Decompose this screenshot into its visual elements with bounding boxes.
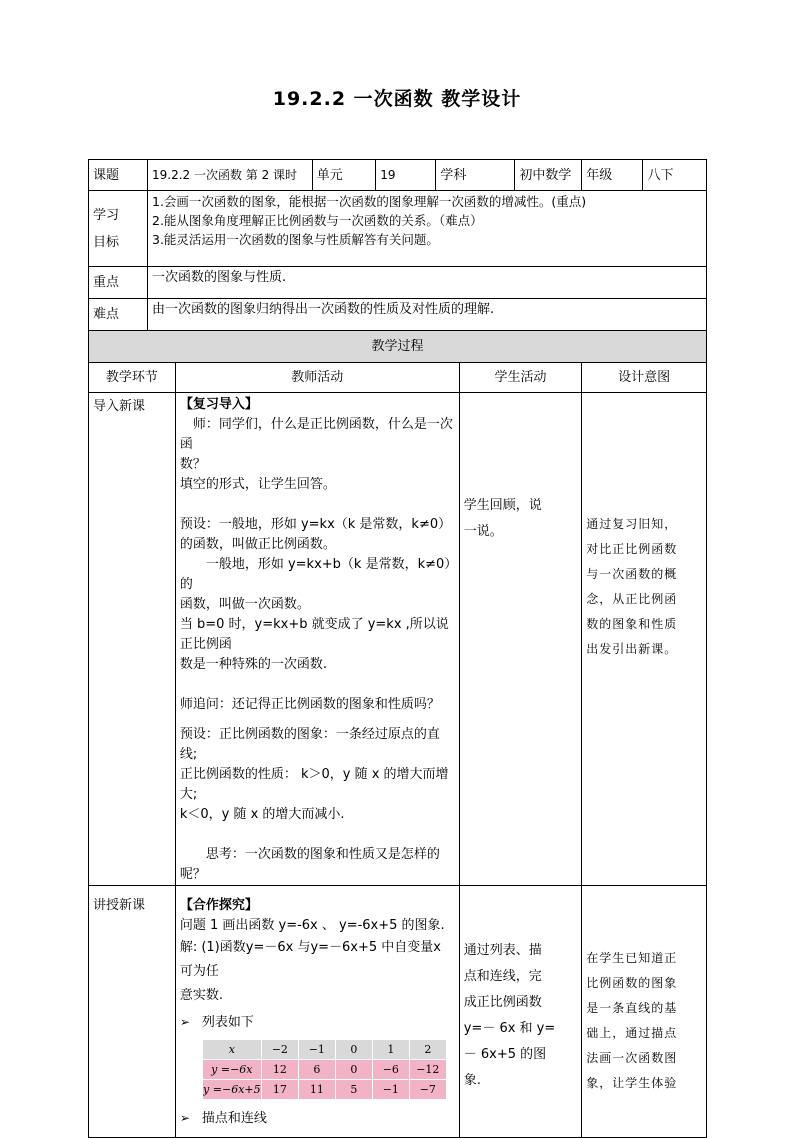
lesson-plan-table [88, 159, 707, 1138]
intro-line: 师追问：还记得正比例函数的图象和性质吗？ [179, 697, 440, 712]
difficulty-label: 难点 [89, 299, 148, 331]
design-line: 法画一次函数图 [586, 1051, 678, 1065]
grade-value: 八下 [643, 160, 707, 191]
value-table-cell: y =−6x [202, 1060, 261, 1080]
goals-label-line2: 目标 [93, 234, 120, 250]
intro-heading: 【复习导入】 [179, 397, 258, 412]
value-table-cell: 0 [335, 1060, 372, 1080]
header-stage: 教学环节 [89, 363, 176, 393]
arrow-bullet-icon: ➢ [179, 1111, 190, 1125]
student-line: 学生回顾，说 [463, 498, 542, 513]
student-line: 成正比例函数 [463, 995, 542, 1010]
value-table-cell: 11 [298, 1080, 335, 1100]
value-table-cell: 5 [335, 1080, 372, 1100]
value-table-header-cell: −1 [298, 1040, 335, 1060]
difficulty-value: 由一次函数的图象归纳得出一次函数的性质及对性质的理解. [148, 299, 707, 331]
student-activity-new [459, 886, 581, 1138]
header-design: 设计意图 [582, 363, 707, 393]
new-line: 解: (1)函数y=－6x 与y=－6x+5 中自变量x 可为任 [179, 940, 441, 979]
stage-intro: 导入新课 [89, 393, 176, 886]
arrow-bullet-icon: ➢ [179, 1015, 190, 1029]
design-line: 是一条直线的基 [586, 1001, 678, 1015]
value-table-header-cell: 1 [372, 1040, 409, 1060]
unit-value: 19 [376, 160, 436, 191]
bullet-item-plot [180, 1108, 455, 1129]
student-line: 点和连线，完 [463, 969, 542, 984]
value-table-cell: y =−6x+5 [202, 1080, 261, 1100]
document-title: 19.2.2 一次函数 教学设计 [272, 88, 522, 110]
header-teacher: 教师活动 [175, 363, 459, 393]
value-table-cell: −12 [409, 1060, 446, 1080]
goal-item: 2.能从图象角度理解正比例函数与一次函数的关系。（难点） [152, 213, 483, 228]
value-table-cell: 17 [261, 1080, 298, 1100]
unit-label: 单元 [312, 160, 375, 191]
value-table-cell: −7 [409, 1080, 446, 1100]
bullet-label: 列表如下 [201, 1015, 254, 1030]
student-activity-intro [459, 393, 581, 886]
goal-item: 1.会画一次函数的图象，能根据一次函数的图象理解一次函数的增减性。(重点) [152, 194, 587, 209]
subject-value: 初中数学 [515, 160, 582, 191]
intro-line: 大; [179, 787, 198, 802]
goals-label-line1: 学习 [93, 207, 120, 223]
new-heading: 【合作探究】 [179, 898, 258, 913]
design-line: 对比正比例函数 [586, 542, 678, 556]
intro-line [180, 675, 455, 695]
design-intent-intro [582, 393, 707, 886]
intro-line: 师：同学们，什么是正比例函数，什么是一次函 [179, 417, 453, 452]
intro-line: 预设：正比例函数的图象：一条经过原点的直线; [179, 727, 440, 762]
intro-line: 预设：一般地，形如 y=kx（k 是常数，k≠0） [179, 517, 452, 532]
bullet-item-table [180, 1012, 455, 1033]
value-table-cell: 12 [261, 1060, 298, 1080]
goal-item: 3.能灵活运用一次函数的图象与性质解答有关问题。 [152, 232, 439, 247]
value-table [202, 1039, 447, 1100]
design-line: 数的图象和性质 [586, 617, 678, 631]
student-line: 象. [463, 1073, 481, 1088]
stage-new-lesson: 讲授新课 [89, 886, 176, 1138]
intro-line: 数？ [179, 457, 206, 472]
value-table-header-cell: 2 [409, 1040, 446, 1060]
value-table-cell: −1 [372, 1080, 409, 1100]
bullet-label: 描点和连线 [201, 1111, 267, 1126]
design-line: 在学生已知道正 [586, 951, 678, 965]
goals-content [148, 191, 707, 267]
intro-line: 思考：一次函数的图象和性质又是怎样的呢？ [179, 847, 440, 882]
teacher-activity-new [175, 886, 459, 1138]
intro-line [180, 495, 455, 515]
design-line: 比例函数的图象 [586, 976, 678, 990]
topic-label: 课题 [89, 160, 148, 191]
design-intent-new [582, 886, 707, 1138]
intro-line: 数是一种特殊的一次函数. [179, 657, 327, 672]
intro-line: k＜0，y 随 x 的增大而减小. [179, 807, 345, 822]
key-point-label: 重点 [89, 267, 148, 299]
value-table-cell: −6 [372, 1060, 409, 1080]
teacher-activity-intro [175, 393, 459, 886]
value-table-cell: 6 [298, 1060, 335, 1080]
grade-label: 年级 [582, 160, 643, 191]
design-line: 与一次函数的概 [586, 567, 678, 581]
intro-line: 一般地，形如 y=kx+b（k 是常数，k≠0）的 [179, 557, 451, 592]
subject-label: 学科 [436, 160, 515, 191]
header-student: 学生活动 [459, 363, 581, 393]
value-table-header-cell: −2 [261, 1040, 298, 1060]
key-point-value: 一次函数的图象与性质. [148, 267, 707, 299]
design-line: 象，让学生体验 [586, 1076, 678, 1090]
new-line: 问题 1 画出函数 y=-6x 、 y=-6x+5 的图象. [179, 918, 445, 933]
topic-value: 19.2.2 一次函数 第 2 课时 [148, 160, 313, 191]
intro-line [180, 715, 455, 725]
value-table-header-cell: 0 [335, 1040, 372, 1060]
student-line: 通过列表、描 [463, 943, 542, 958]
design-line: 念，从正比例函 [586, 592, 678, 606]
design-line: 通过复习旧知， [586, 517, 678, 531]
new-line: 意实数. [179, 988, 223, 1003]
student-line: － 6x+5 的图 [463, 1047, 547, 1062]
intro-line: 正比例函数的性质： k＞0，y 随 x 的增大而增 [179, 767, 449, 782]
student-line: y=－ 6x 和 y= [463, 1021, 556, 1036]
student-line: 一说。 [463, 524, 503, 539]
intro-line: 填空的形式，让学生回答。 [179, 477, 336, 492]
intro-line: 的函数，叫做正比例函数。 [179, 537, 336, 552]
intro-line: 当 b=0 时，y=kx+b 就变成了 y=kx ,所以说正比例函 [179, 617, 449, 652]
intro-line [180, 825, 455, 845]
value-table-header-cell: x [202, 1040, 261, 1060]
intro-line: 函数，叫做一次函数。 [179, 597, 310, 612]
design-line: 础上，通过描点 [586, 1026, 678, 1040]
design-line: 出发引出新课。 [586, 642, 678, 656]
process-section-title: 教学过程 [89, 331, 707, 363]
goals-label [89, 191, 148, 267]
